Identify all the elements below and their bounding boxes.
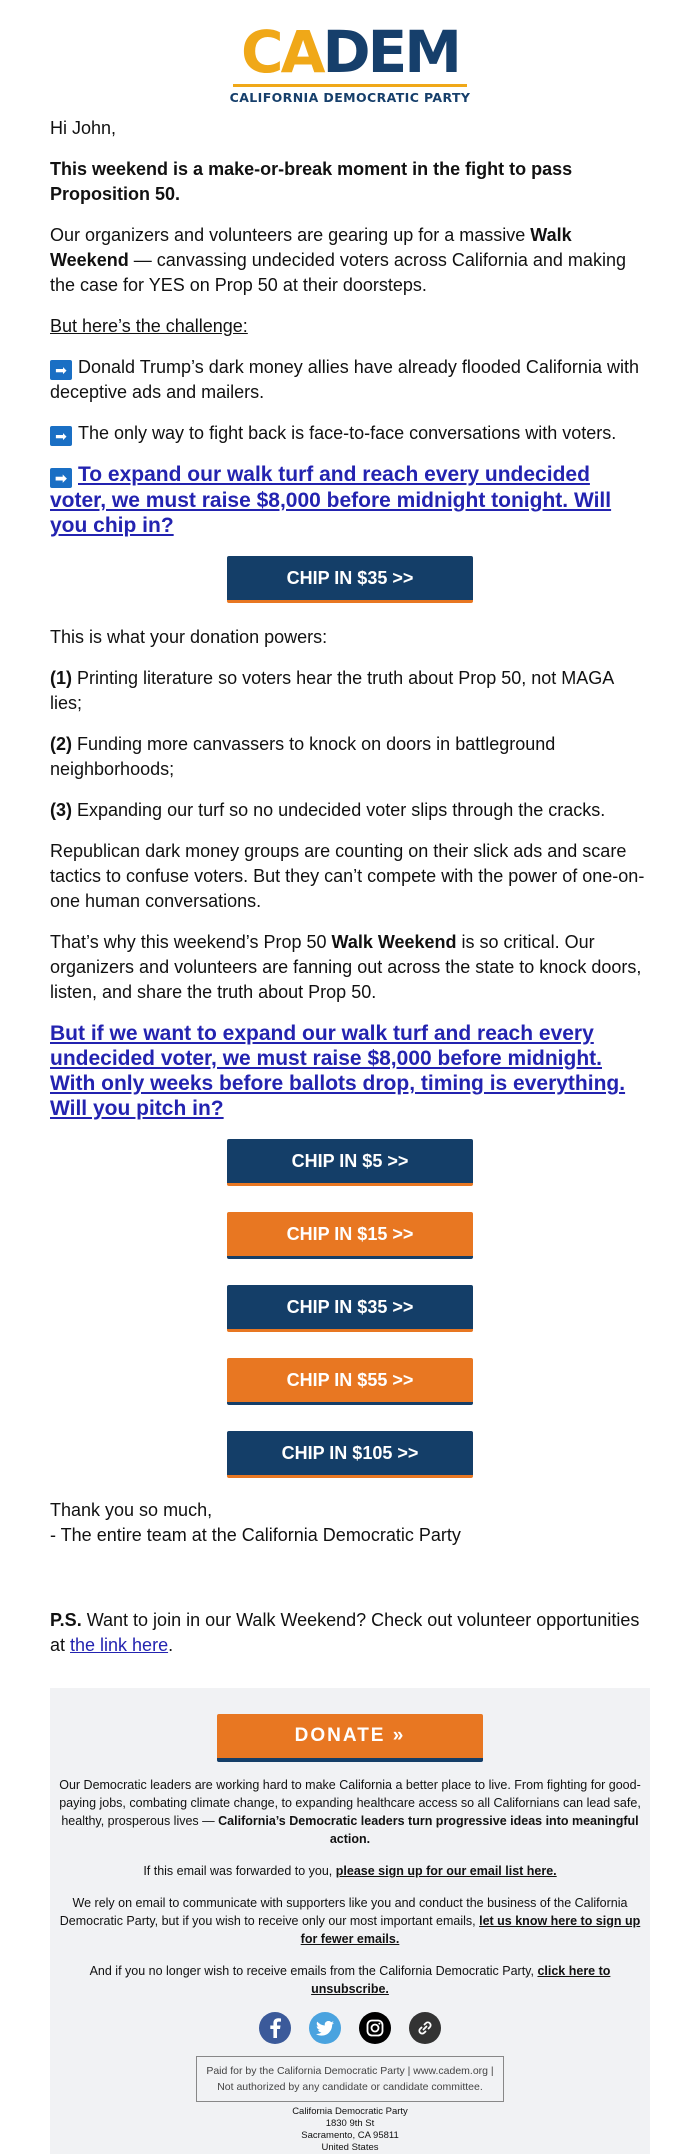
email-body bbox=[50, 0, 650, 2154]
walk-weekend-paragraph: That’s why this weekend’s Prop 50 Walk Weekend is so critical. Our organizers and volunteers are fanning out across the state to knock doors, listen, and share the truth about Prop 50. bbox=[50, 932, 642, 1002]
footer-unsubscribe: And if you no longer wish to receive emails from the California Democratic Party, click here to unsubscribe. bbox=[89, 1964, 611, 1996]
donate-link-1[interactable]: ➡ To expand our walk turf and reach every undecided voter, we must raise $8,000 before midnight tonight. Will you chip in? bbox=[50, 463, 612, 537]
paid-for-notice: Paid for by the California Democratic Party | www.cadem.org | Not authorized by any candidate or candidate committee. bbox=[196, 2056, 504, 2102]
arrow-right-icon: ➡ bbox=[50, 360, 72, 380]
chip-in-55-button[interactable]: CHIP IN $55 >> bbox=[227, 1358, 473, 1405]
logo-subtitle: CALIFORNIA DEMOCRATIC PARTY bbox=[229, 90, 471, 105]
arrow-right-icon: ➡ bbox=[50, 468, 72, 488]
instagram-icon[interactable] bbox=[359, 2012, 391, 2044]
postscript: P.S. Want to join in our Walk Weekend? Check out volunteer opportunities at the link here. bbox=[50, 1610, 640, 1655]
fewer-emails-link[interactable]: let us know here to sign up for fewer emails. bbox=[300, 1914, 641, 1946]
chip-in-35-button-top[interactable]: CHIP IN $35 >> bbox=[227, 556, 473, 603]
facebook-icon[interactable] bbox=[259, 2012, 291, 2044]
chip-in-5-button[interactable]: CHIP IN $5 >> bbox=[227, 1139, 473, 1186]
twitter-icon[interactable] bbox=[309, 2012, 341, 2044]
social-links bbox=[50, 2012, 650, 2044]
powers-intro: This is what your donation powers: bbox=[50, 627, 328, 647]
footer-rely: We rely on email to communicate with supporters like you and conduct the business of the California Democratic Party, but if you wish to receive only our most important emails, let us know here to sign up for fewer emails. bbox=[59, 1896, 641, 1946]
mailing-address: California Democratic Party 1830 9th St Sacramento, CA 95811 United States bbox=[292, 2106, 408, 2153]
arrow-right-icon: ➡ bbox=[50, 426, 72, 446]
cadem-logo[interactable] bbox=[50, 0, 650, 106]
footer bbox=[50, 1688, 650, 2154]
volunteer-link[interactable]: the link here bbox=[70, 1635, 169, 1655]
logo-wordmark: CADEM bbox=[241, 18, 459, 86]
footer-forward: If this email was forwarded to you, please sign up for our email list here. bbox=[143, 1864, 557, 1878]
chip-in-105-button[interactable]: CHIP IN $105 >> bbox=[227, 1431, 473, 1478]
bullet-1: ➡ Donald Trump’s dark money allies have already flooded California with deceptive ads and mailers. bbox=[50, 357, 639, 402]
headline: This weekend is a make-or-break moment in the fight to pass Proposition 50. bbox=[50, 159, 573, 204]
chip-in-15-button[interactable]: CHIP IN $15 >> bbox=[227, 1212, 473, 1259]
footer-about: Our Democratic leaders are working hard to make California a better place to live. From fighting for good-paying jobs, combating climate change, to expanding healthcare access so all Californians can lead safe, healthy, prosperous lives — California’s Democratic leaders turn progressive ideas into meaningful action. bbox=[59, 1778, 641, 1846]
challenge-text: But here’s the challenge: bbox=[50, 316, 248, 336]
unsubscribe-link[interactable]: click here to unsubscribe. bbox=[311, 1964, 611, 1996]
bullet-2: ➡ The only way to fight back is face-to-face conversations with voters. bbox=[50, 421, 650, 446]
donate-link-2[interactable]: But if we want to expand our walk turf and reach every undecided voter, we must raise $8,000 before midnight. With only weeks before ballots drop, timing is everything. Will you pitch in? bbox=[50, 1022, 626, 1120]
intro-paragraph: Our organizers and volunteers are gearing up for a massive Walk Weekend — canvassing undecided voters across California and making the case for YES on Prop 50 at their doorsteps. bbox=[50, 225, 626, 295]
link-icon[interactable] bbox=[409, 2012, 441, 2044]
greeting: Hi John, bbox=[50, 118, 117, 138]
chip-in-35-button[interactable]: CHIP IN $35 >> bbox=[227, 1285, 473, 1332]
power-item-1: (1) Printing literature so voters hear the truth about Prop 50, not MAGA lies; bbox=[50, 668, 614, 713]
donate-button[interactable]: DONATE » bbox=[217, 1714, 483, 1762]
signoff: Thank you so much, - The entire team at the California Democratic Party bbox=[50, 1500, 461, 1545]
dark-money-paragraph: Republican dark money groups are counting on their slick ads and scare tactics to confuse voters. But they can’t compete with the power of one-on-one human conversations. bbox=[50, 841, 645, 911]
power-item-2: (2) Funding more canvassers to knock on doors in battleground neighborhoods; bbox=[50, 734, 556, 779]
power-item-3: (3) Expanding our turf so no undecided voter slips through the cracks. bbox=[50, 800, 606, 820]
signup-link[interactable]: please sign up for our email list here. bbox=[335, 1864, 557, 1878]
